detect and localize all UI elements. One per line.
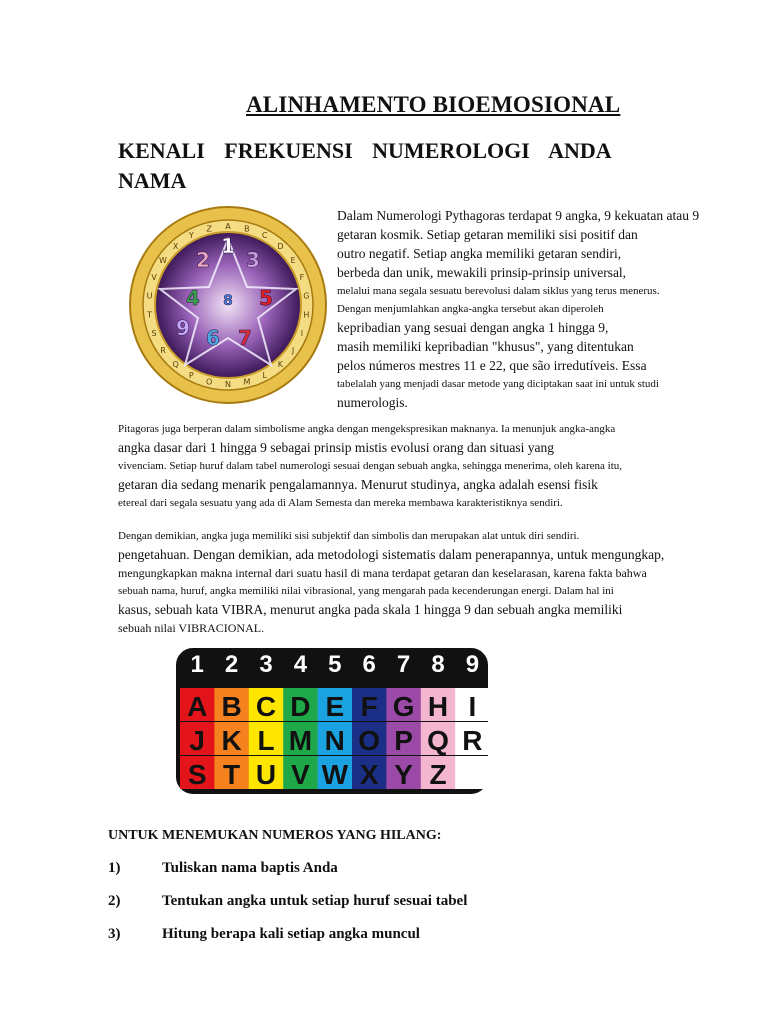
wheel-ring-letter: L — [262, 371, 267, 380]
paragraph-line: sebuah nama, huruf, angka memiliki nilai vibrasional, yang mengarah pada kecenderungan energi. Dalam hal ini — [118, 585, 614, 597]
step-item — [108, 926, 420, 943]
intro-paragraph — [337, 206, 729, 412]
table-letter: R — [462, 725, 483, 756]
subtitle-line: NAMA — [118, 168, 187, 193]
steps-heading: UNTUK MENEMUKAN NUMEROS YANG HILANG: — [108, 828, 442, 843]
wheel-ring-letter: P — [188, 371, 194, 380]
intro-line: numerologis. — [337, 395, 408, 410]
wheel-ring-letter: D — [277, 241, 284, 251]
table-header-number: 9 — [465, 651, 480, 678]
subtitle-line: KENALI FREKUENSI NUMEROLOGI ANDA — [118, 138, 612, 163]
step-text: Tentukan angka untuk setiap huruf sesuai tabel — [162, 893, 468, 909]
wheel-ring-letter: Y — [188, 231, 194, 240]
table-letter: U — [255, 759, 277, 790]
wheel-ring-letter: Z — [206, 224, 212, 234]
table-header-number: 8 — [431, 651, 445, 678]
document-subtitle — [118, 136, 674, 196]
wheel-ring-letter: J — [291, 345, 295, 355]
table-letter: D — [290, 691, 311, 722]
letter-table-text — [187, 651, 482, 790]
wheel-number: 5 — [259, 286, 273, 310]
wheel-ring-letter: M — [243, 377, 251, 387]
wheel-ring-letter: U — [146, 291, 153, 301]
wheel-ring-letter: K — [277, 360, 284, 370]
wheel-ring-letter: Q — [172, 360, 179, 370]
step-text: Hitung berapa kali setiap angka muncul — [162, 926, 420, 942]
paragraph-line: Pitagoras juga berperan dalam simbolisme angka dengan mengekspresikan maknanya. Ia menunjuk angka-angka — [118, 423, 616, 435]
table-letter: K — [221, 725, 242, 756]
table-letter: Q — [427, 725, 449, 756]
table-letter: W — [321, 759, 349, 790]
step-text: Tuliskan nama baptis Anda — [162, 860, 338, 876]
intro-line: pelos números mestres 11 e 22, que são irredutíveis. Essa — [337, 358, 647, 373]
table-letter: G — [392, 691, 415, 722]
paragraph-line: vivenciam. Setiap huruf dalam tabel numerologi sesuai dengan sebuah angka, sehingga menerima, oleh karena itu, — [118, 460, 623, 472]
letter-number-table — [176, 648, 488, 794]
table-letter: L — [257, 725, 275, 756]
table-letter: A — [187, 691, 208, 722]
table-header-number: 2 — [224, 651, 239, 678]
table-letter: S — [187, 759, 207, 790]
table-letter: H — [427, 691, 449, 722]
step-number: 3) — [108, 926, 121, 942]
intro-line: Dengan menjumlahkan angka-angka tersebut akan diperoleh — [337, 303, 604, 315]
table-letter: Y — [394, 759, 413, 790]
wheel-ring-letter: R — [160, 345, 166, 355]
wheel-ring-letter: G — [303, 291, 310, 301]
table-letter: P — [394, 725, 413, 756]
step-item — [108, 893, 467, 910]
table-letter: X — [359, 759, 379, 790]
wheel-ring-letter: F — [299, 273, 305, 282]
wheel-ring-letter: T — [147, 310, 153, 320]
paragraph-line: Dengan demikian, angka juga memiliki sisi subjektif dan simbolis dan merupakan alat untuk diri sendiri. — [118, 530, 580, 542]
wheel-number: 8 — [223, 293, 233, 309]
table-cell — [455, 756, 488, 789]
table-letter: E — [325, 691, 345, 722]
wheel-ring-letter: B — [244, 224, 250, 234]
wheel-number: 2 — [196, 248, 210, 272]
intro-line: melalui mana segala sesuatu berevolusi dalam siklus yang terus menerus. — [337, 285, 660, 297]
paragraph-line: getaran dia sedang menarik pengalamannya. Menurut studinya, angka adalah esensi fisik — [118, 477, 598, 492]
intro-line: outro negatif. Setiap angka memiliki getaran sendiri, — [337, 246, 622, 261]
wheel-number: 7 — [238, 326, 252, 350]
wheel-ring-letter: O — [205, 377, 213, 387]
intro-line: masih memiliki kepribadian "khusus", yang ditentukan — [337, 339, 634, 354]
paragraph-line: sebuah nilai VIBRACIONAL. — [118, 621, 265, 635]
wheel-ring-letter: C — [261, 231, 268, 240]
paragraph-line: pengetahuan. Dengan demikian, ada metodologi sistematis dalam penerapannya, untuk mengungkap, — [118, 547, 665, 562]
intro-line: getaran kosmik. Setiap getaran memiliki sisi positif dan — [337, 227, 638, 242]
wheel-ring-letter: X — [172, 241, 179, 251]
table-letter: B — [221, 691, 242, 722]
wheel-ring-letter: N — [225, 380, 231, 389]
wheel-ring-letter: H — [303, 310, 310, 320]
table-letter: T — [223, 759, 241, 790]
wheel-ring-letter: I — [300, 329, 304, 338]
table-letter: Z — [429, 759, 447, 790]
table-header-number: 7 — [396, 651, 411, 678]
paragraph-demikian — [118, 527, 738, 637]
numerology-wheel-image — [118, 205, 338, 405]
wheel-number: 9 — [176, 316, 190, 340]
wheel-number: 4 — [186, 286, 200, 310]
paragraph-line: mengungkapkan makna internal dari suatu hasil di mana terdapat getaran dan keselarasan, karena fakta bahwa — [118, 566, 647, 580]
table-letter: I — [468, 691, 477, 722]
table-letter: F — [360, 691, 378, 722]
document-title: ALINHAMENTO BIOEMOSIONAL — [246, 92, 621, 117]
table-header-number: 1 — [190, 651, 204, 678]
paragraph-line: angka dasar dari 1 hingga 9 sebagai prinsip mistis evolusi orang dan situasi yang — [118, 440, 555, 455]
table-header-number: 6 — [362, 651, 376, 678]
intro-line: tabelalah yang menjadi dasar metode yang diciptakan saat ini untuk studi — [337, 378, 659, 390]
step-item — [108, 860, 338, 877]
wheel-number: 3 — [246, 248, 260, 272]
paragraph-line: kasus, sebuah kata VIBRA, menurut angka pada skala 1 hingga 9 dan sebuah angka memiliki — [118, 602, 623, 617]
table-letter: V — [291, 759, 310, 790]
intro-line: kepribadian yang sesuai dengan angka 1 hingga 9, — [337, 320, 609, 335]
table-header-number: 3 — [259, 651, 273, 678]
wheel-number: 6 — [206, 326, 220, 350]
table-header-number: 5 — [328, 651, 342, 678]
wheel-ring-letter: S — [151, 329, 157, 338]
intro-line: berbeda dan unik, mewakili prinsip-prinsip universal, — [337, 265, 627, 280]
step-number: 1) — [108, 860, 121, 876]
table-letter: O — [358, 725, 381, 756]
paragraph-line: etereal dari segala sesuatu yang ada di Alam Semesta dan mereka membawa karakteristiknya sendiri. — [118, 497, 563, 509]
table-letter: N — [324, 725, 345, 756]
table-letter: C — [255, 691, 277, 722]
step-number: 2) — [108, 893, 121, 909]
wheel-ring-letter: E — [290, 256, 296, 266]
table-letter: J — [189, 725, 205, 756]
paragraph-pitagoras — [118, 420, 738, 512]
wheel-ring-letter: W — [159, 256, 167, 266]
table-letter: M — [288, 725, 313, 756]
intro-line: Dalam Numerologi Pythagoras terdapat 9 angka, 9 kekuatan atau 9 — [337, 208, 700, 223]
wheel-ring-letter: V — [151, 273, 157, 282]
wheel-ring-letter: A — [225, 222, 231, 231]
table-header-number: 4 — [293, 651, 308, 678]
wheel-number: 1 — [221, 234, 235, 258]
